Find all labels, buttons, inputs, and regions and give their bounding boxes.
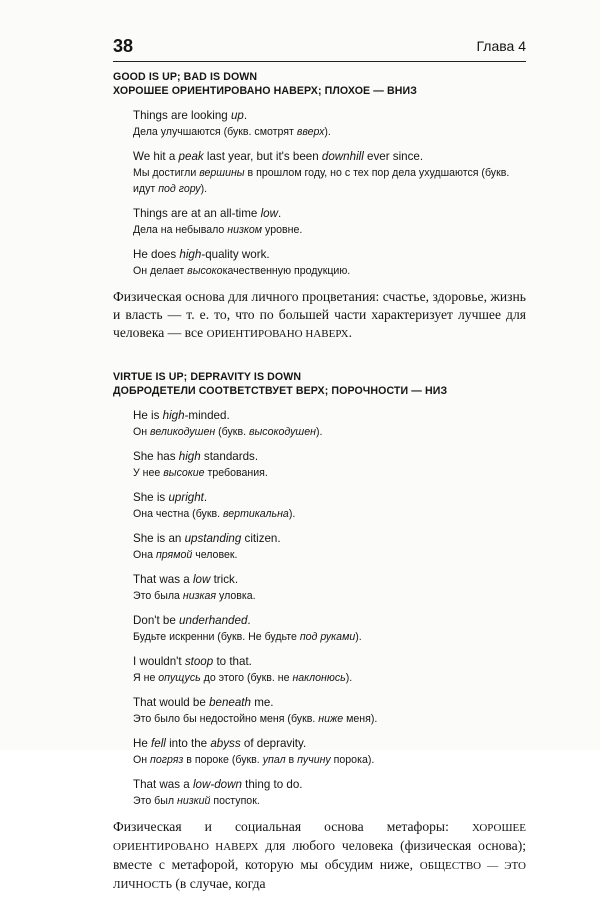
example-russian: Он делает высококачественную продукцию. xyxy=(133,265,351,277)
italic-term: великодушен xyxy=(150,425,216,438)
example-english: That would be beneath me. xyxy=(133,695,274,709)
italic-term: низкая xyxy=(182,589,217,602)
example-english: He fell into the abyss of depravity. xyxy=(133,736,307,750)
italic-term: underhanded xyxy=(179,613,248,627)
example-pair xyxy=(133,108,526,140)
example-russian: Мы достигли вершины в прошлом году, но с тех пор дела ухудшаются (букв. идут под гору). xyxy=(133,167,510,195)
example-pair xyxy=(133,654,526,686)
example-russian: Она прямой человек. xyxy=(133,548,238,561)
example-pair xyxy=(133,247,526,279)
italic-term: вертикальна xyxy=(222,507,289,520)
example-pair xyxy=(133,613,526,645)
example-pair xyxy=(133,736,526,768)
example-english: He is high-minded. xyxy=(133,408,230,422)
small-caps-term: ОБЩЕСТВО — ЭТО ЛИЧНОСТЬ xyxy=(113,859,526,891)
italic-term: опущусь xyxy=(158,671,201,684)
italic-term: погряз xyxy=(150,753,184,766)
example-russian: Это была низкая уловка. xyxy=(133,589,256,602)
italic-term: high xyxy=(178,449,201,463)
example-russian: Дела на небывало низком уровне. xyxy=(133,224,303,236)
small-caps-term: ХОРОШЕЕ ОРИЕНТИРОВАНО НАВЕРХ xyxy=(113,821,526,853)
italic-term: downhill xyxy=(321,150,364,163)
example-pair xyxy=(133,490,526,522)
example-english: That was a low-down thing to do. xyxy=(133,777,303,791)
example-russian: У нее высокие требования. xyxy=(133,466,268,479)
example-english: He does high-quality work. xyxy=(133,248,270,261)
italic-term: low xyxy=(192,572,211,586)
example-russian: Я не опущусь до этого (букв. не наклонюсь). xyxy=(133,671,353,684)
running-header xyxy=(113,36,526,60)
italic-term: упал xyxy=(262,753,286,766)
italic-term: вверх xyxy=(296,126,325,138)
body-paragraph: Физическая основа для личного процветания: счастье, здоровье, жизнь и власть — т. е. то, что по большей части характеризует лучшее для человека — все ОРИЕНТИРОВАНО НАВЕРХ. xyxy=(113,289,526,340)
italic-term: fell xyxy=(151,736,166,750)
example-english: I wouldn't stoop to that. xyxy=(133,654,252,668)
example-english: Don't be underhanded. xyxy=(133,613,251,627)
example-pair xyxy=(133,408,526,440)
italic-term: под гору xyxy=(158,183,201,195)
example-list xyxy=(113,408,526,809)
italic-term: под руками xyxy=(299,630,356,643)
section-heading-en: GOOD IS UP; BAD IS DOWN xyxy=(113,71,258,83)
example-russian: Она честна (букв. вертикальна). xyxy=(133,507,296,520)
example-pair xyxy=(133,149,526,197)
example-russian: Это было бы недостойно меня (букв. ниже меня). xyxy=(133,712,378,725)
example-english: We hit a peak last year, but it's been downhill ever since. xyxy=(133,150,424,163)
italic-term: low xyxy=(260,207,278,220)
example-pair xyxy=(133,449,526,481)
section-good-is-up xyxy=(113,70,526,343)
italic-term: up xyxy=(230,109,244,122)
italic-term: прямой xyxy=(155,548,193,561)
italic-term: low-down xyxy=(192,777,242,791)
italic-term: ниже xyxy=(318,712,344,725)
italic-term: высоко xyxy=(187,265,223,277)
example-russian: Будьте искренни (букв. Не будьте под руками). xyxy=(133,630,362,643)
italic-term: низком xyxy=(227,224,263,236)
page-number: 38 xyxy=(113,36,134,56)
italic-term: abyss xyxy=(210,736,241,750)
example-list xyxy=(113,108,526,279)
italic-term: high xyxy=(179,248,202,261)
example-russian: Он великодушен (букв. высокодушен). xyxy=(133,425,323,438)
example-english: She is an upstanding citizen. xyxy=(133,531,281,545)
chapter-title: Глава 4 xyxy=(476,38,526,54)
example-english: She has high standards. xyxy=(133,449,259,463)
italic-term: beneath xyxy=(209,695,251,709)
italic-term: high xyxy=(162,408,185,422)
section-virtue-is-up xyxy=(113,370,526,894)
italic-term: пучину xyxy=(297,753,331,766)
italic-term: upstanding xyxy=(184,531,242,545)
example-english: She is upright. xyxy=(133,490,208,504)
section-heading-en: VIRTUE IS UP; DEPRAVITY IS DOWN xyxy=(113,370,302,383)
example-pair xyxy=(133,572,526,604)
body-paragraph: Физическая и социальная основа метафоры: ХОРОШЕЕ ОРИЕНТИРОВАНО НАВЕРХ для любого человека (физическая основа); вместе с метафорой, которую мы обсудим ниже, ОБЩЕСТВО — ЭТО ЛИЧНОСТЬ (в случае, когда xyxy=(113,818,527,891)
example-english: That was a low trick. xyxy=(133,572,239,586)
italic-term: высокие xyxy=(163,466,205,479)
example-english: Things are at an all-time low. xyxy=(133,207,282,220)
italic-term: upright xyxy=(168,490,204,504)
header-rule xyxy=(113,61,526,62)
example-pair xyxy=(133,695,526,727)
italic-term: stoop xyxy=(184,654,214,668)
italic-term: наклонюсь xyxy=(292,671,346,684)
section-heading-ru: ХОРОШЕЕ ОРИЕНТИРОВАНО НАВЕРХ; ПЛОХОЕ — ВНИЗ xyxy=(113,85,417,97)
italic-term: высокодушен xyxy=(248,425,316,438)
italic-term: низкий xyxy=(177,794,211,807)
section-heading-ru: ДОБРОДЕТЕЛИ СООТВЕТСТВУЕТ ВЕРХ; ПОРОЧНОСТИ — НИЗ xyxy=(113,384,448,397)
small-caps-term: ОРИЕНТИРОВАНО НАВЕРХ xyxy=(206,328,349,340)
example-pair xyxy=(133,531,526,563)
example-english: Things are looking up. xyxy=(133,109,248,122)
italic-term: peak xyxy=(178,150,204,163)
example-pair xyxy=(133,206,526,238)
example-russian: Это был низкий поступок. xyxy=(133,794,260,807)
example-russian: Дела улучшаются (букв. смотрят вверх). xyxy=(133,126,331,138)
example-pair xyxy=(133,777,526,809)
page-content xyxy=(113,70,526,907)
italic-term: вершины xyxy=(199,167,245,179)
example-russian: Он погряз в пороке (букв. упал в пучину порока). xyxy=(133,753,375,766)
